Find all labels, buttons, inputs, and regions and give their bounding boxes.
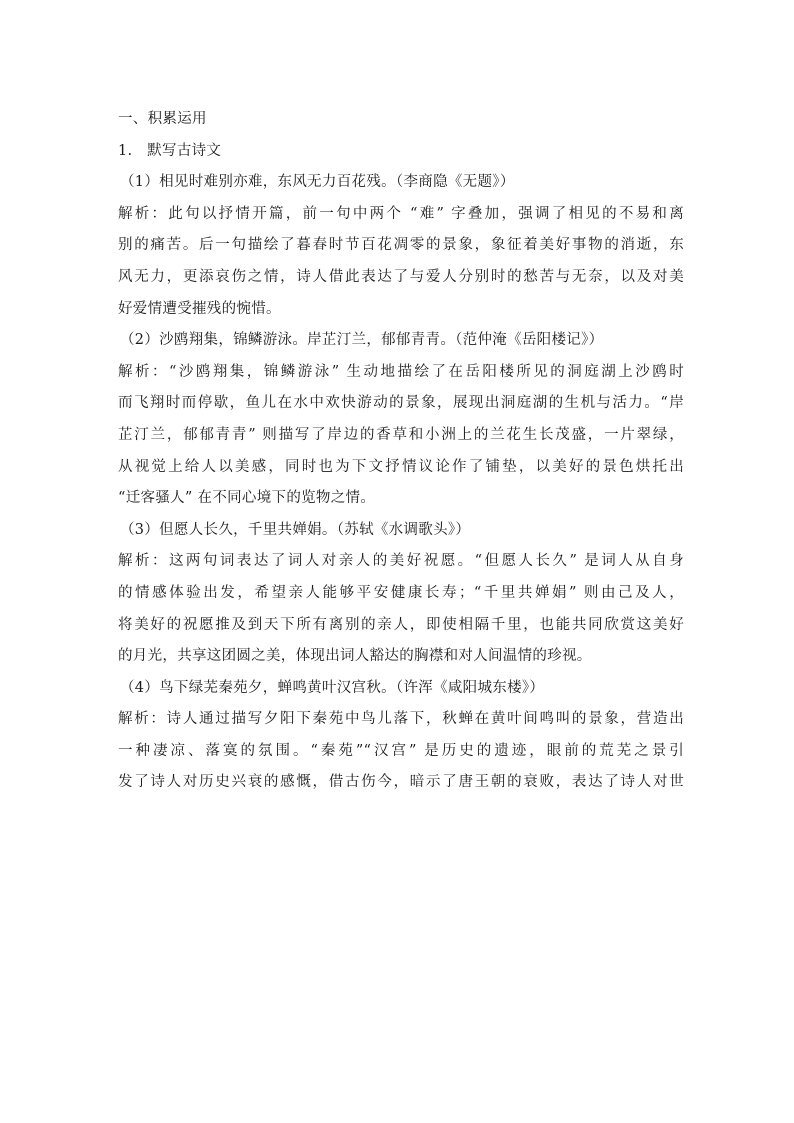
analysis-3-line-2: 的情感体验出发，希望亲人能够平安健康长寿；“千里共婵娟” 则由己及人， (118, 584, 684, 601)
analysis-2-line-1: 解析：“沙鸥翔集，锦鳞游泳” 生动地描绘了在岳阳楼所见的洞庭湖上沙鸥时 (118, 363, 684, 380)
document-body (118, 104, 684, 799)
analysis-2-line-3: 芷汀兰，郁郁青青” 则描写了岸边的香草和小洲上的兰花生长茂盛，一片翠绿， (118, 426, 684, 443)
analysis-2-line-2: 而飞翔时而停歇，鱼儿在水中欢快游动的景象，展现出洞庭湖的生机与活力。“岸 (118, 395, 684, 412)
analysis-2-line-5: “迁客骚人” 在不同心境下的览物之情。 (118, 490, 376, 507)
poem-line-2: （2）沙鸥翔集，锦鳞游泳。岸芷汀兰，郁郁青青。（范仲淹《岳阳楼记》） (120, 332, 604, 349)
analysis-1-line-3: 风无力，更添哀伤之情，诗人借此表达了与爱人分别时的愁苦与无奈，以及对美 (118, 268, 684, 285)
analysis-4-line-2: 一种凄凉、落寞的氛围。“秦苑”“汉宫” 是历史的遗迹，眼前的荒芜之景引 (118, 742, 684, 759)
analysis-4-line-3: 发了诗人对历史兴衰的感慨，借古伤今，暗示了唐王朝的衰败，表达了诗人对世 (118, 774, 684, 791)
analysis-3-line-3: 将美好的祝愿推及到天下所有离别的亲人，即使相隔千里，也能共同欣赏这美好 (118, 616, 684, 633)
poem-line-1: （1）相见时难别亦难，东风无力百花残。（李商隐《无题》） (120, 174, 515, 191)
question-title: 1. 默写古诗文 (118, 142, 222, 159)
poem-line-3: （3）但愿人长久，千里共婵娟。（苏轼《水调歌头》） (120, 521, 471, 538)
analysis-1-line-4: 好爱情遭受摧残的惋惜。 (118, 300, 281, 317)
analysis-1-line-2: 别的痛苦。后一句描绘了暮春时节百花凋零的景象，象征着美好事物的消逝，东 (118, 237, 684, 254)
poem-line-4: （4）鸟下绿芜秦苑夕，蝉鸣黄叶汉宫秋。（许浑《咸阳城东楼》） (120, 679, 545, 696)
section-heading: 一、积累运用 (118, 111, 207, 127)
analysis-4-line-1: 解析：诗人通过描写夕阳下秦苑中鸟儿落下，秋蝉在黄叶间鸣叫的景象，营造出 (118, 711, 684, 728)
analysis-3-line-1: 解析：这两句词表达了词人对亲人的美好祝愿。“但愿人长久” 是词人从自身 (118, 553, 684, 570)
analysis-3-line-4: 的月光，共享这团圆之美，体现出词人豁达的胸襟和对人间温情的珍视。 (118, 648, 592, 665)
analysis-1-line-1: 解析：此句以抒情开篇，前一句中两个 “难” 字叠加，强调了相见的不易和离 (118, 205, 684, 222)
analysis-2-line-4: 从视觉上给人以美感，同时也为下文抒情议论作了铺垫，以美好的景色烘托出 (118, 458, 684, 475)
